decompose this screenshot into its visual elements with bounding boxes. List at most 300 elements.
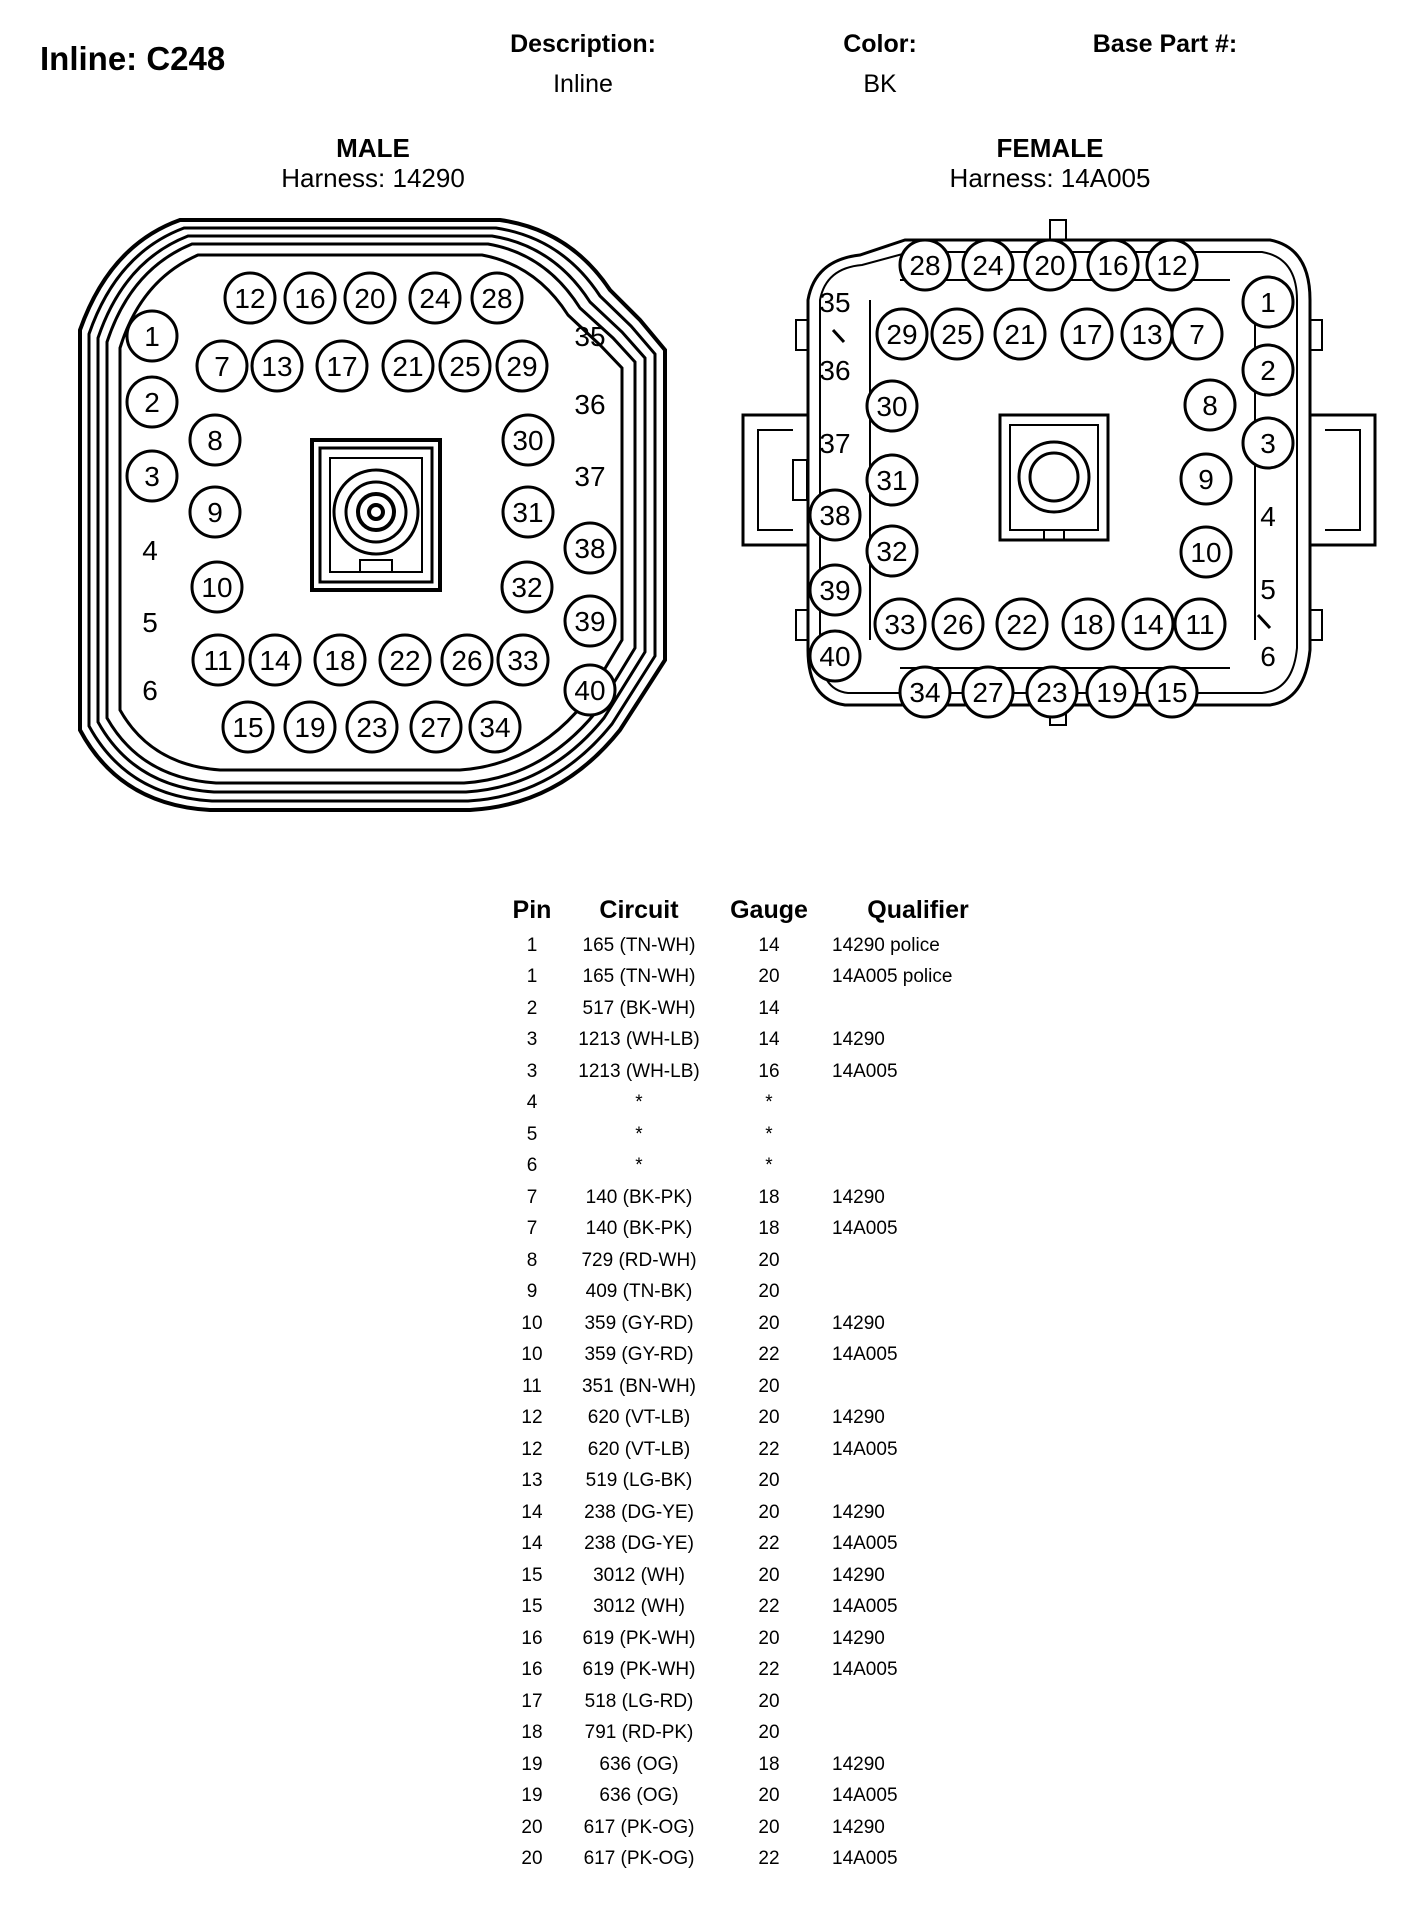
circuit-cell: * xyxy=(635,1092,643,1114)
female-side-notch-4 xyxy=(1310,610,1322,640)
male-pin-22 xyxy=(380,635,430,685)
female-pin-12 xyxy=(1147,240,1197,290)
qualifier-cell: 14A005 xyxy=(832,1596,898,1618)
male-pin-12 xyxy=(225,273,275,323)
qualifier-cell: 14290 police xyxy=(832,934,940,956)
pin-cell: 11 xyxy=(522,1375,542,1397)
qualifier-cell: 14290 xyxy=(832,1501,885,1523)
female-pin-40 xyxy=(810,631,860,681)
color-label: Color: xyxy=(843,30,917,58)
table-row xyxy=(500,1781,1012,1813)
gauge-cell: 20 xyxy=(758,1312,780,1334)
pin-cell: 19 xyxy=(521,1753,543,1775)
male-pin-40 xyxy=(565,665,615,715)
pin-number: 34 xyxy=(479,712,511,743)
female-pin-18 xyxy=(1063,599,1113,649)
pin-cell: 7 xyxy=(526,1186,538,1208)
pin-cell: 14 xyxy=(521,1533,543,1555)
table-row xyxy=(500,962,1012,994)
pin-table xyxy=(500,890,1012,1875)
male-pin-28 xyxy=(472,273,522,323)
pin-number: 1 xyxy=(144,321,160,352)
male-pin-23 xyxy=(347,702,397,752)
male-pin-36 xyxy=(574,389,605,420)
pin-number: 18 xyxy=(1072,609,1104,640)
pin-number: 26 xyxy=(451,645,483,676)
pin-number: 3 xyxy=(144,461,160,492)
circuit-cell: 351 (BN-WH) xyxy=(581,1375,696,1397)
pin-number: 35 xyxy=(819,287,851,318)
pin-number: 1 xyxy=(1260,287,1276,318)
circuit-cell: 617 (PK-OG) xyxy=(583,1816,695,1838)
pin-number: 19 xyxy=(294,712,326,743)
male-pin-21 xyxy=(383,341,433,391)
pin-number: 9 xyxy=(207,497,223,528)
pin-number: 36 xyxy=(819,355,851,386)
qualifier-cell: 14290 xyxy=(832,1753,885,1775)
pin-cell: 4 xyxy=(526,1092,538,1114)
female-left-latch xyxy=(743,415,808,545)
gauge-cell: 20 xyxy=(758,1249,780,1271)
qualifier-cell xyxy=(824,1151,1012,1183)
qualifier-cell: 14A005 xyxy=(832,1344,898,1366)
gauge-cell: * xyxy=(765,1092,773,1114)
circuit-cell: 1213 (WH-LB) xyxy=(578,1060,700,1082)
table-row xyxy=(500,1592,1012,1624)
male-pin-10 xyxy=(192,562,242,612)
table-row xyxy=(500,1403,1012,1435)
pin-cell: 14 xyxy=(521,1501,543,1523)
circuit-cell: 1213 (WH-LB) xyxy=(578,1029,700,1051)
pin-cell: 1 xyxy=(526,966,538,988)
female-pin-3 xyxy=(1243,418,1293,468)
female-pin-35 xyxy=(819,287,850,318)
pin-number: 17 xyxy=(1071,319,1103,350)
pin-number: 6 xyxy=(142,675,158,706)
pin-number: 31 xyxy=(512,497,544,528)
male-pin-5 xyxy=(142,607,158,638)
pin-number: 19 xyxy=(1096,677,1128,708)
circuit-cell: 359 (GY-RD) xyxy=(584,1344,694,1366)
pin-number: 38 xyxy=(819,500,851,531)
pin-number: 40 xyxy=(819,641,851,672)
male-center-post-ring-2 xyxy=(346,482,406,542)
qualifier-cell xyxy=(824,1466,1012,1498)
pin-cell: 15 xyxy=(521,1564,543,1586)
qualifier-cell xyxy=(824,1245,1012,1277)
male-pin-33 xyxy=(498,635,548,685)
male-pin-31 xyxy=(503,487,553,537)
pin-number: 16 xyxy=(294,283,326,314)
pin-cell: 15 xyxy=(521,1596,543,1618)
gauge-cell: 22 xyxy=(758,1596,780,1618)
pin-number: 16 xyxy=(1097,250,1129,281)
female-pin-21 xyxy=(995,309,1045,359)
male-pin-16 xyxy=(285,273,335,323)
circuit-cell: 729 (RD-WH) xyxy=(581,1249,697,1271)
pin-number: 32 xyxy=(876,536,908,567)
pin-number: 21 xyxy=(1004,319,1036,350)
circuit-cell: * xyxy=(635,1155,643,1177)
pin-number: 24 xyxy=(419,283,451,314)
pin-cell: 20 xyxy=(521,1816,543,1838)
female-pin-31 xyxy=(867,455,917,505)
pin-number: 27 xyxy=(420,712,452,743)
gauge-cell: 20 xyxy=(758,1281,780,1303)
male-pin-7 xyxy=(197,341,247,391)
qualifier-cell xyxy=(824,1686,1012,1718)
qualifier-cell: 14A005 xyxy=(832,1659,898,1681)
female-pin-8 xyxy=(1185,380,1235,430)
circuit-cell: 3012 (WH) xyxy=(593,1596,685,1618)
table-row xyxy=(500,1088,1012,1120)
pin-number: 23 xyxy=(356,712,388,743)
pin-number: 29 xyxy=(886,319,918,350)
circuit-cell: 140 (BK-PK) xyxy=(585,1218,693,1240)
qualifier-cell xyxy=(824,1371,1012,1403)
male-pin-2 xyxy=(127,377,177,427)
qualifier-cell: 14290 xyxy=(832,1186,885,1208)
male-center-key-outer xyxy=(312,440,440,590)
pin-cell: 10 xyxy=(521,1344,543,1366)
pin-number: 12 xyxy=(234,283,266,314)
female-pin-34 xyxy=(900,667,950,717)
pin-number: 4 xyxy=(1260,501,1276,532)
pin-number: 31 xyxy=(876,465,908,496)
female-side-notch-2 xyxy=(796,610,808,640)
female-center-post-inner xyxy=(1030,453,1078,501)
qualifier-cell: 14290 xyxy=(832,1407,885,1429)
gauge-cell: 18 xyxy=(758,1186,780,1208)
circuit-cell: 238 (DG-YE) xyxy=(584,1533,694,1555)
female-harness: Harness: 14A005 xyxy=(949,163,1151,193)
female-pin-16 xyxy=(1088,240,1138,290)
gauge-cell: 20 xyxy=(758,1375,780,1397)
qualifier-cell xyxy=(824,1119,1012,1151)
gauge-cell: 20 xyxy=(758,1470,780,1492)
gauge-cell: 20 xyxy=(758,966,780,988)
pin-cell: 13 xyxy=(521,1470,543,1492)
pin-cell: 1 xyxy=(526,934,538,956)
pin-number: 20 xyxy=(354,283,386,314)
pin-cell: 2 xyxy=(526,997,538,1019)
qualifier-cell: 14290 xyxy=(832,1029,885,1051)
circuit-cell: 620 (VT-LB) xyxy=(587,1438,691,1460)
pin-number: 20 xyxy=(1034,250,1066,281)
male-pin-37 xyxy=(574,461,605,492)
pin-number: 13 xyxy=(261,351,293,382)
male-pin-24 xyxy=(410,273,460,323)
female-pin-33 xyxy=(875,599,925,649)
pin-number: 40 xyxy=(574,675,606,706)
qualifier-cell: 14290 xyxy=(832,1627,885,1649)
qualifier-cell: 14290 xyxy=(832,1564,885,1586)
female-top-tab xyxy=(1050,220,1066,240)
circuit-cell: 619 (PK-WH) xyxy=(582,1659,696,1681)
table-row xyxy=(500,1655,1012,1687)
qualifier-cell: 14A005 xyxy=(832,1218,898,1240)
table-row xyxy=(500,1623,1012,1655)
table-row xyxy=(500,1529,1012,1561)
pin-number: 10 xyxy=(201,572,233,603)
female-side-notch-1 xyxy=(796,320,808,350)
pin-header: Pin xyxy=(512,895,552,924)
female-pin-17 xyxy=(1062,309,1112,359)
male-pin-27 xyxy=(411,702,461,752)
circuit-cell: 636 (OG) xyxy=(599,1785,679,1807)
qualifier-header: Qualifier xyxy=(867,895,969,924)
pin-number: 28 xyxy=(481,283,513,314)
circuit-cell: 636 (OG) xyxy=(599,1753,679,1775)
gauge-cell: * xyxy=(765,1123,773,1145)
male-pin-20 xyxy=(345,273,395,323)
male-pin-25 xyxy=(440,341,490,391)
pin-number: 39 xyxy=(574,606,606,637)
pin-number: 25 xyxy=(449,351,481,382)
table-row xyxy=(500,1812,1012,1844)
female-pin-9 xyxy=(1181,454,1231,504)
male-pin-30 xyxy=(503,415,553,465)
table-row xyxy=(500,1340,1012,1372)
qualifier-cell xyxy=(824,1088,1012,1120)
male-pin-39 xyxy=(565,596,615,646)
female-pin-27 xyxy=(963,667,1013,717)
gauge-cell: 22 xyxy=(758,1344,780,1366)
pin-number: 21 xyxy=(392,351,424,382)
female-dash-35-36 xyxy=(833,330,844,342)
circuit-cell: 518 (LG-RD) xyxy=(584,1690,694,1712)
base-part-label: Base Part #: xyxy=(1092,30,1238,58)
male-pin-14 xyxy=(250,635,300,685)
female-pin-10 xyxy=(1181,527,1231,577)
pin-number: 13 xyxy=(1131,319,1163,350)
gauge-cell: 20 xyxy=(758,1501,780,1523)
male-center-key-inner xyxy=(320,448,432,582)
male-pin-35 xyxy=(574,321,605,352)
gauge-cell: 16 xyxy=(758,1060,780,1082)
pin-number: 26 xyxy=(942,609,974,640)
pin-number: 4 xyxy=(142,535,158,566)
table-row xyxy=(500,993,1012,1025)
circuit-header: Circuit xyxy=(599,895,679,924)
circuit-cell: 3012 (WH) xyxy=(593,1564,685,1586)
male-pin-13 xyxy=(252,341,302,391)
gauge-cell: 20 xyxy=(758,1816,780,1838)
pin-table-header xyxy=(500,890,1012,930)
pin-number: 22 xyxy=(389,645,421,676)
table-row xyxy=(500,1119,1012,1151)
pin-cell: 8 xyxy=(526,1249,538,1271)
circuit-cell: 140 (BK-PK) xyxy=(585,1186,693,1208)
pin-cell: 3 xyxy=(526,1029,538,1051)
gauge-cell: 20 xyxy=(758,1407,780,1429)
pin-number: 18 xyxy=(324,645,356,676)
pin-number: 9 xyxy=(1198,464,1214,495)
gauge-cell: 14 xyxy=(758,934,780,956)
qualifier-cell: 14290 xyxy=(832,1816,885,1838)
pin-number: 6 xyxy=(1260,641,1276,672)
pin-number: 10 xyxy=(1190,537,1222,568)
pin-number: 28 xyxy=(909,250,941,281)
pin-number: 15 xyxy=(1156,677,1188,708)
connector-title: Inline: C248 xyxy=(40,40,226,77)
female-pin-24 xyxy=(963,240,1013,290)
description-label: Description: xyxy=(510,30,656,58)
pin-number: 34 xyxy=(909,677,941,708)
table-row xyxy=(500,1182,1012,1214)
pin-number: 7 xyxy=(214,351,230,382)
pin-cell: 19 xyxy=(521,1785,543,1807)
male-pin-4 xyxy=(142,535,158,566)
gauge-cell: 20 xyxy=(758,1785,780,1807)
circuit-cell: 359 (GY-RD) xyxy=(584,1312,694,1334)
table-row xyxy=(500,1245,1012,1277)
pin-number: 11 xyxy=(1185,609,1215,640)
male-center-post-dot xyxy=(369,505,383,519)
female-pin-2 xyxy=(1243,345,1293,395)
qualifier-cell: 14A005 xyxy=(832,1785,898,1807)
table-row xyxy=(500,1371,1012,1403)
male-center-post-tab xyxy=(360,560,392,572)
male-pin-29 xyxy=(497,341,547,391)
circuit-cell: 791 (RD-PK) xyxy=(584,1722,694,1744)
pin-number: 12 xyxy=(1156,250,1188,281)
pin-cell: 17 xyxy=(521,1690,543,1712)
pin-number: 37 xyxy=(574,461,606,492)
pin-number: 30 xyxy=(876,391,908,422)
female-pin-28 xyxy=(900,240,950,290)
gauge-header: Gauge xyxy=(730,895,808,924)
female-left-tab xyxy=(793,460,807,500)
gauge-cell: 22 xyxy=(758,1533,780,1555)
male-pin-15 xyxy=(223,702,273,752)
table-row xyxy=(500,1844,1012,1876)
pin-cell: 7 xyxy=(526,1218,538,1240)
pin-number: 15 xyxy=(232,712,264,743)
gauge-cell: 18 xyxy=(758,1753,780,1775)
male-pin-6 xyxy=(142,675,158,706)
pin-cell: 6 xyxy=(526,1155,538,1177)
female-pin-23 xyxy=(1027,667,1077,717)
female-pin-13 xyxy=(1122,309,1172,359)
female-pin-11 xyxy=(1175,599,1225,649)
male-pin-38 xyxy=(565,523,615,573)
pin-number: 22 xyxy=(1006,609,1038,640)
pin-cell: 12 xyxy=(521,1407,543,1429)
table-row xyxy=(500,1308,1012,1340)
pin-number: 8 xyxy=(207,425,223,456)
male-pin-11 xyxy=(193,635,243,685)
circuit-cell: 165 (TN-WH) xyxy=(582,934,696,956)
pin-number: 14 xyxy=(259,645,291,676)
female-left-latch-inner xyxy=(758,430,793,530)
table-row xyxy=(500,1277,1012,1309)
qualifier-cell: 14290 xyxy=(832,1312,885,1334)
gauge-cell: 14 xyxy=(758,997,780,1019)
female-pin-37 xyxy=(819,428,850,459)
pin-number: 8 xyxy=(1202,390,1218,421)
male-pin-26 xyxy=(442,635,492,685)
male-pin-32 xyxy=(502,562,552,612)
pin-number: 23 xyxy=(1036,677,1068,708)
female-pin-38 xyxy=(810,490,860,540)
circuit-cell: 238 (DG-YE) xyxy=(584,1501,694,1523)
pin-cell: 10 xyxy=(521,1312,543,1334)
table-row xyxy=(500,1214,1012,1246)
table-row xyxy=(500,1749,1012,1781)
gauge-cell: 22 xyxy=(758,1848,780,1870)
male-center-post-ring-3 xyxy=(358,494,394,530)
female-pin-7 xyxy=(1172,309,1222,359)
female-pin-6 xyxy=(1260,641,1276,672)
connector-diagrams xyxy=(0,0,1408,850)
female-right-latch xyxy=(1310,415,1375,545)
gauge-cell: 20 xyxy=(758,1627,780,1649)
pin-cell: 12 xyxy=(521,1438,543,1460)
female-dash-5-6 xyxy=(1258,615,1270,628)
circuit-cell: 517 (BK-WH) xyxy=(582,997,696,1019)
pin-cell: 16 xyxy=(521,1627,543,1649)
pin-number: 17 xyxy=(326,351,358,382)
table-row xyxy=(500,1497,1012,1529)
female-pin-22 xyxy=(997,599,1047,649)
female-pin-26 xyxy=(933,599,983,649)
female-pin-4 xyxy=(1260,501,1276,532)
male-harness: Harness: 14290 xyxy=(281,163,465,193)
gauge-cell: 20 xyxy=(758,1564,780,1586)
table-row xyxy=(500,1718,1012,1750)
circuit-cell: 620 (VT-LB) xyxy=(587,1407,691,1429)
female-pin-25 xyxy=(932,309,982,359)
circuit-cell: 165 (TN-WH) xyxy=(582,966,696,988)
qualifier-cell: 14A005 xyxy=(832,1848,898,1870)
male-pin-8 xyxy=(190,415,240,465)
pin-number: 32 xyxy=(511,572,543,603)
pin-number: 5 xyxy=(1260,574,1276,605)
female-right-latch-inner xyxy=(1325,430,1360,530)
female-pin-39 xyxy=(810,565,860,615)
pin-table-body xyxy=(500,930,1012,1875)
female-pin-19 xyxy=(1087,667,1137,717)
pin-cell: 5 xyxy=(526,1123,538,1145)
male-pin-3 xyxy=(127,451,177,501)
circuit-cell: 617 (PK-OG) xyxy=(583,1848,695,1870)
female-label: FEMALE xyxy=(996,133,1104,163)
female-pin-14 xyxy=(1123,599,1173,649)
pin-cell: 9 xyxy=(526,1281,538,1303)
table-row xyxy=(500,930,1012,962)
male-label: MALE xyxy=(336,133,410,163)
gauge-cell: * xyxy=(765,1155,773,1177)
gauge-cell: 22 xyxy=(758,1659,780,1681)
pin-number: 39 xyxy=(819,575,851,606)
male-pin-1 xyxy=(127,311,177,361)
pin-number: 2 xyxy=(1260,355,1276,386)
table-row xyxy=(500,1056,1012,1088)
pin-cell: 16 xyxy=(521,1659,543,1681)
female-pin-29 xyxy=(877,309,927,359)
pin-number: 29 xyxy=(506,351,538,382)
pin-number: 2 xyxy=(144,387,160,418)
pin-number: 25 xyxy=(941,319,973,350)
female-pin-15 xyxy=(1147,667,1197,717)
male-pin-19 xyxy=(285,702,335,752)
male-pin-34 xyxy=(470,702,520,752)
qualifier-cell: 14A005 police xyxy=(832,966,953,988)
pin-number: 37 xyxy=(819,428,851,459)
gauge-cell: 22 xyxy=(758,1438,780,1460)
pin-number: 30 xyxy=(512,425,544,456)
